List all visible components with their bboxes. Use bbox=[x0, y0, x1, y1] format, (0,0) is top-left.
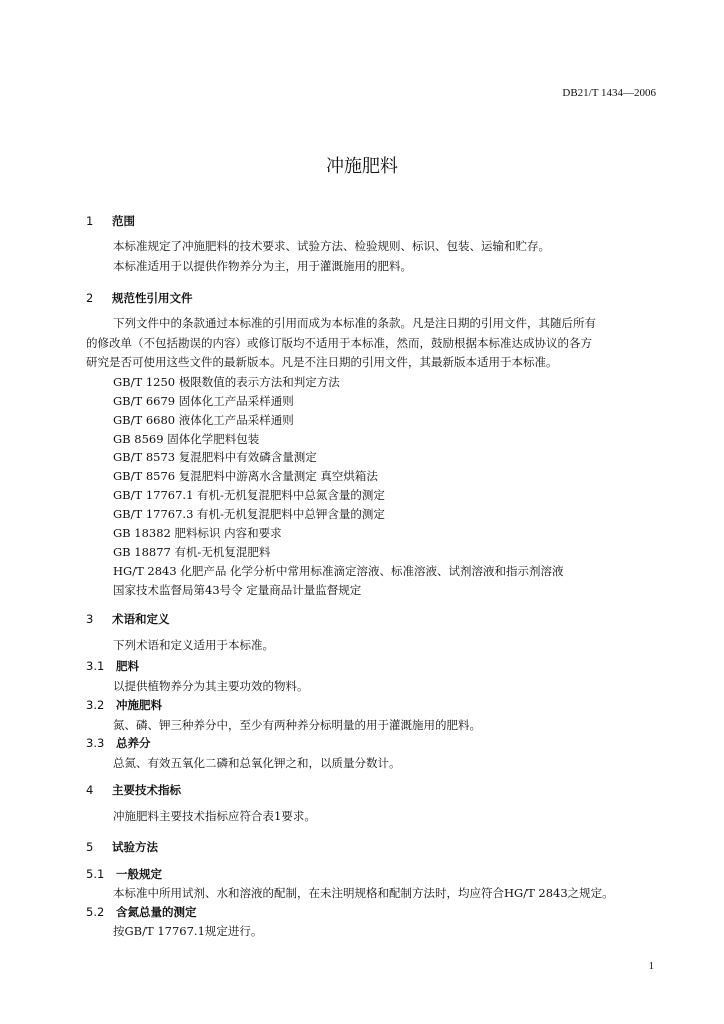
document-number: DB21/T 1434—2006 bbox=[562, 87, 656, 99]
subsection-title: 总养分 bbox=[116, 736, 151, 750]
subsection-number: 3.2 bbox=[86, 698, 105, 712]
section-title: 规范性引用文件 bbox=[112, 291, 193, 305]
reference-item: 国家技术监督局第43号令 定量商品计量监督规定 bbox=[113, 583, 362, 597]
subsection-title: 肥料 bbox=[116, 659, 139, 673]
reference-item: GB/T 8573 复混肥料中有效磷含量测定 bbox=[113, 450, 317, 464]
paragraph: 按GB/T 17767.1规定进行。 bbox=[113, 924, 263, 938]
section-2-heading bbox=[86, 290, 193, 306]
section-number: 2 bbox=[86, 291, 94, 305]
subsection-5-2-heading bbox=[86, 904, 197, 920]
subsection-3-3-heading bbox=[86, 735, 151, 751]
subsection-title: 一般规定 bbox=[116, 867, 162, 881]
subsection-number: 5.2 bbox=[86, 905, 105, 919]
reference-item: GB 8569 固体化学肥料包装 bbox=[113, 432, 260, 446]
subsection-title: 含氮总量的测定 bbox=[116, 905, 197, 919]
section-title: 术语和定义 bbox=[112, 612, 170, 626]
subsection-number: 5.1 bbox=[86, 867, 105, 881]
section-number: 4 bbox=[86, 783, 94, 797]
subsection-number: 3.3 bbox=[86, 736, 105, 750]
paragraph: 本标准中所用试剂、水和溶液的配制，在未注明规格和配制方法时，均应符合HG/T 2843之规定。 bbox=[113, 886, 614, 900]
reference-item: GB/T 6680 液体化工产品采样通则 bbox=[113, 413, 294, 427]
paragraph: 本标准适用于以提供作物养分为主，用于灌溉施用的肥料。 bbox=[113, 259, 412, 273]
section-title: 试验方法 bbox=[112, 840, 158, 854]
section-number: 5 bbox=[86, 840, 94, 854]
reference-item: GB 18382 肥料标识 内容和要求 bbox=[113, 526, 282, 540]
subsection-number: 3.1 bbox=[86, 659, 105, 673]
subsection-3-1-heading bbox=[86, 658, 139, 674]
paragraph: 冲施肥料主要技术指标应符合表1要求。 bbox=[113, 809, 316, 823]
paragraph-line: 研究是否可使用这些文件的最新版本。凡是不注日期的引用文件，其最新版本适用于本标准。 bbox=[86, 355, 558, 369]
reference-item: GB/T 17767.1 有机-无机复混肥料中总氮含量的测定 bbox=[113, 488, 385, 502]
reference-item: GB/T 8576 复混肥料中游离水含量测定 真空烘箱法 bbox=[113, 469, 378, 483]
section-number: 3 bbox=[86, 612, 94, 626]
section-title: 范围 bbox=[112, 214, 135, 228]
subsection-title: 冲施肥料 bbox=[116, 698, 162, 712]
reference-item: GB/T 6679 固体化工产品采样通则 bbox=[113, 394, 294, 408]
section-3-heading bbox=[86, 611, 170, 627]
reference-item: GB 18877 有机-无机复混肥料 bbox=[113, 545, 271, 559]
section-5-heading bbox=[86, 839, 158, 855]
reference-item: GB/T 17767.3 有机-无机复混肥料中总钾含量的测定 bbox=[113, 507, 385, 521]
paragraph: 下列术语和定义适用于本标准。 bbox=[113, 638, 274, 652]
section-title: 主要技术指标 bbox=[112, 783, 181, 797]
page-number: 1 bbox=[648, 960, 654, 972]
reference-item: GB/T 1250 极限数值的表示方法和判定方法 bbox=[113, 375, 340, 389]
paragraph-line: 的修改单（不包括勘误的内容）或修订版均不适用于本标准，然而，鼓励根据本标准达成协议的各方 bbox=[86, 336, 592, 350]
section-number: 1 bbox=[86, 214, 94, 228]
reference-item: HG/T 2843 化肥产品 化学分析中常用标准滴定溶液、标准溶液、试剂溶液和指示剂溶液 bbox=[113, 564, 564, 578]
document-title: 冲施肥料 bbox=[326, 156, 398, 177]
paragraph-line: 下列文件中的条款通过本标准的引用而成为本标准的条款。凡是注日期的引用文件，其随后所有 bbox=[113, 316, 596, 330]
paragraph: 本标准规定了冲施肥料的技术要求、试验方法、检验规则、标识、包装、运输和贮存。 bbox=[113, 239, 550, 253]
paragraph: 氮、磷、钾三种养分中，至少有两种养分标明量的用于灌溉施用的肥料。 bbox=[113, 718, 481, 732]
section-1-heading bbox=[86, 213, 135, 229]
section-4-heading bbox=[86, 782, 181, 798]
subsection-5-1-heading bbox=[86, 866, 162, 882]
paragraph: 总氮、有效五氧化二磷和总氧化钾之和，以质量分数计。 bbox=[113, 756, 401, 770]
subsection-3-2-heading bbox=[86, 697, 162, 713]
paragraph: 以提供植物养分为其主要功效的物料。 bbox=[113, 679, 309, 693]
